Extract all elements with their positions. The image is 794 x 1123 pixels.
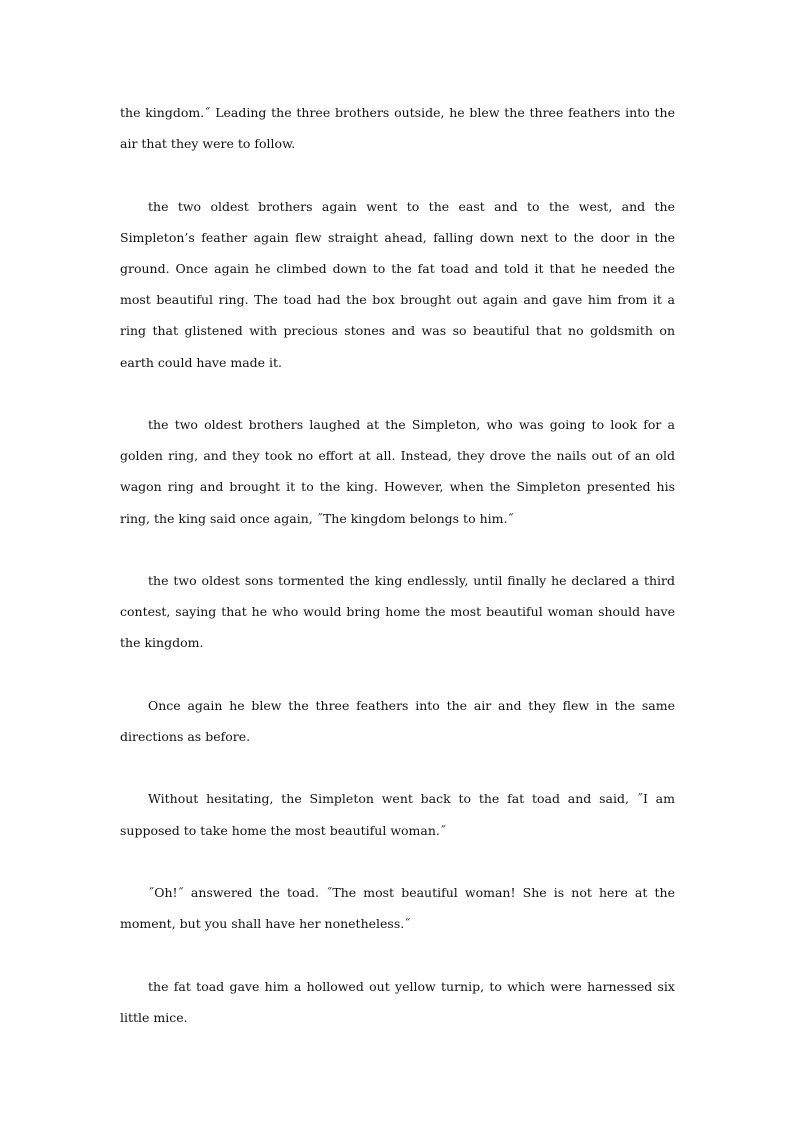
paragraph-1: the kingdom.˝ Leading the three brothers outside, he blew the three feathers into the air that they were to follow. <box>120 105 675 152</box>
paragraph-3: the two oldest brothers laughed at the Simpleton, who was going to look for a golden ring, and they took no effort at all. Instead, they drove the nails out of an old wagon ring and brought it to the king. However, when the Simpleton presented his ring, the king said once again, ˝The kingdom belongs to him.˝ <box>120 417 675 526</box>
paragraph-7: ˝Oh!˝ answered the toad. ˝The most beautiful woman! She is not here at the moment, but you shall have her nonetheless.˝ <box>120 884 675 932</box>
paragraph-8: the fat toad gave him a hollowed out yellow turnip, to which were harnessed six little mice. <box>120 978 675 1025</box>
paragraph-5: Once again he blew the three feathers into the air and they flew in the same directions as before. <box>120 697 675 744</box>
paragraph-6: Without hesitating, the Simpleton went back to the fat toad and said, ˝I am supposed to take home the most beautiful woman.˝ <box>120 791 675 838</box>
document-page <box>120 97 675 1064</box>
paragraph-4: the two oldest sons tormented the king endlessly, until finally he declared a third contest, saying that he who would bring home the most beautiful woman should have the kingdom. <box>120 573 675 651</box>
paragraph-2: the two oldest brothers again went to the east and to the west, and the Simpleton’s feather again flew straight ahead, falling down next to the door in the ground. Once again he climbed down to the fat toad and told it that he needed the most beautiful ring. The toad had the box brought out again and gave him from it a ring that glistened with precious stones and was so beautiful that no goldsmith on earth could have made it. <box>120 198 675 370</box>
